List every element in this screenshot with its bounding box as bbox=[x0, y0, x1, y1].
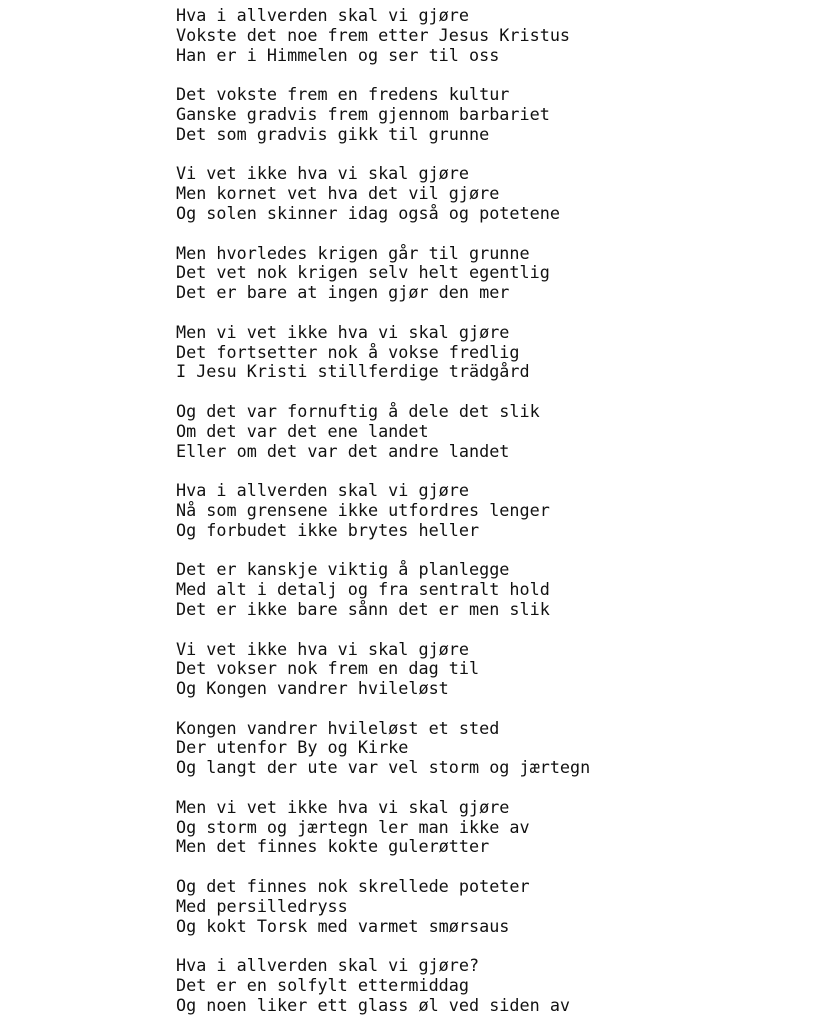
poem-line: Eller om det var det andre landet bbox=[176, 440, 510, 461]
poem-line: Det er bare at ingen gjør den mer bbox=[176, 282, 510, 303]
poem-line: Og det finnes nok skrellede poteter bbox=[176, 876, 530, 897]
stanza-1 bbox=[176, 6, 590, 65]
poem-line: Han er i Himmelen og ser til oss bbox=[176, 44, 500, 65]
poem-line: Om det var det ene landet bbox=[176, 420, 429, 441]
poem-line: Det er kanskje viktig å planlegge bbox=[176, 559, 510, 580]
poem-line: Og storm og jærtegn ler man ikke av bbox=[176, 816, 530, 837]
poem-line: Og langt der ute var vel storm og jærtegn bbox=[176, 757, 591, 778]
stanza-8 bbox=[176, 560, 590, 619]
poem-line: Det er ikke bare sånn det er men slik bbox=[176, 598, 550, 619]
poem-line: Det som gradvis gikk til grunne bbox=[176, 123, 490, 144]
poem-line: Vokste det noe frem etter Jesus Kristus bbox=[176, 24, 571, 45]
stanza-7 bbox=[176, 481, 590, 540]
stanza-4 bbox=[176, 244, 590, 303]
stanza-13 bbox=[176, 956, 590, 1015]
poem-line: Men vi vet ikke hva vi skal gjøre bbox=[176, 321, 510, 342]
poem-line: Det vokste frem en fredens kultur bbox=[176, 84, 510, 105]
stanza-2 bbox=[176, 85, 590, 144]
poem-line: Men hvorledes krigen går til grunne bbox=[176, 242, 530, 263]
poem-line: Men kornet vet hva det vil gjøre bbox=[176, 183, 500, 204]
poem-line: Og noen liker ett glass øl ved siden av bbox=[176, 994, 571, 1015]
poem-line: Men vi vet ikke hva vi skal gjøre bbox=[176, 796, 510, 817]
poem-line: Det er en solfylt ettermiddag bbox=[176, 975, 469, 996]
poem-line: Vi vet ikke hva vi skal gjøre bbox=[176, 163, 469, 184]
poem-line: Og kokt Torsk med varmet smørsaus bbox=[176, 915, 510, 936]
poem-text bbox=[176, 6, 590, 1016]
poem-line: Med persilledryss bbox=[176, 895, 348, 916]
poem-line: Nå som grensene ikke utfordres lenger bbox=[176, 499, 550, 520]
poem-line: Det fortsetter nok å vokse fredlig bbox=[176, 341, 520, 362]
stanza-3 bbox=[176, 164, 590, 223]
poem-line: Vi vet ikke hva vi skal gjøre bbox=[176, 638, 469, 659]
poem-line: Men det finnes kokte gulerøtter bbox=[176, 836, 490, 857]
poem-line: Og det var fornuftig å dele det slik bbox=[176, 400, 540, 421]
poem-line: Med alt i detalj og fra sentralt hold bbox=[176, 579, 550, 600]
stanza-11 bbox=[176, 798, 590, 857]
poem-line: Ganske gradvis frem gjennom barbariet bbox=[176, 103, 550, 124]
poem-line: Hva i allverden skal vi gjøre bbox=[176, 5, 469, 25]
stanza-9 bbox=[176, 640, 590, 699]
stanza-10 bbox=[176, 719, 590, 778]
poem-line: Hva i allverden skal vi gjøre bbox=[176, 480, 469, 501]
poem-line: Kongen vandrer hvileløst et sted bbox=[176, 717, 500, 738]
poem-line: Det vet nok krigen selv helt egentlig bbox=[176, 262, 550, 283]
stanza-5 bbox=[176, 323, 590, 382]
stanza-12 bbox=[176, 877, 590, 936]
poem-line: Og forbudet ikke brytes heller bbox=[176, 519, 480, 540]
poem-line: I Jesu Kristi stillferdige trädgård bbox=[176, 361, 530, 382]
poem-line: Der utenfor By og Kirke bbox=[176, 737, 409, 758]
poem-line: Og Kongen vandrer hvileløst bbox=[176, 678, 449, 699]
poem-line: Hva i allverden skal vi gjøre? bbox=[176, 955, 480, 976]
poem-line: Det vokser nok frem en dag til bbox=[176, 658, 480, 679]
poem-line: Og solen skinner idag også og potetene bbox=[176, 202, 560, 223]
stanza-6 bbox=[176, 402, 590, 461]
